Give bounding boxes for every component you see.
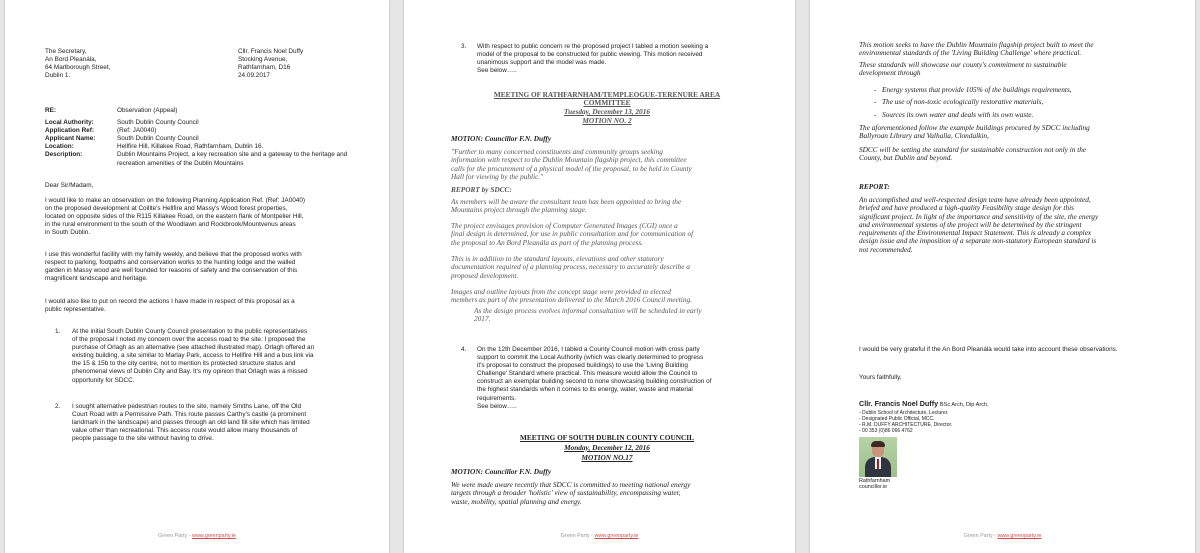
re-row [45, 127, 355, 135]
text-line: value other than recreational. This access route would allow many thousands of [72, 427, 298, 435]
text-line: I use this wonderful facility with my family weekly, and believe that the proposed works with [45, 251, 302, 258]
text-line: documentation required of a planning process, necessary to accurately describe a [451, 262, 690, 272]
report-1-paragraph-1 [451, 198, 681, 215]
text-line: This is in addition to the standard layouts, elevations and other statutory [451, 254, 664, 263]
report-1-paragraph-5 [474, 307, 702, 324]
re-value: (Ref: JA0040) [117, 127, 157, 135]
text-line: construct an exemplar building second to none showcasing building construction of [477, 378, 712, 386]
footer-link[interactable]: www.greenparty.ie [191, 533, 236, 539]
text-line: located on opposite sides of the R115 Killakee Road, on the eastern flank of Montpelier Hill, [45, 213, 304, 221]
page-footer [5, 533, 389, 539]
text-line: on the proposed development at Coillte's Hellfire and Massy's Wood forest properties, [45, 205, 288, 213]
signatory-name: Cllr. Francis Noel Duffy [859, 399, 939, 408]
text-line: - 00 353 (0)86 066 4762 [859, 428, 913, 434]
text-line: members as part of the presentation delivered to the March 2016 Council meeting. [451, 295, 692, 305]
text-line: MEETING OF RATHFARNHAM/TEMPLEOGUE-TERENURE AREA [493, 90, 721, 99]
report-2-text [859, 196, 1098, 254]
meeting-2-motion-number: MOTION NO.17 [581, 453, 633, 462]
re-row [45, 143, 355, 151]
text-line: Ballyroan Library and Valhalla, Clondalkin, [859, 131, 989, 141]
re-table [45, 107, 355, 168]
motion-continued-paragraph-3 [859, 124, 1090, 141]
text-line: I would like to make an observation on the following Planning Application Ref. (Ref: JA0040) [45, 197, 306, 204]
report-1-paragraph-4 [451, 288, 692, 305]
re-value: Observation (Appeal) [117, 107, 178, 114]
text-line: We were made aware recently that SDCC is committed to meeting national energy [451, 480, 691, 489]
text-line: Rathfarnham [859, 478, 891, 484]
page-footer [810, 533, 1195, 539]
re-value: Dublin Mountains Project, a key recreation site and a gateway to the heritage and recreation amenities of the Dublin Mountains [117, 151, 348, 167]
signatory-qualifications: BSc Arch, Dip Arch. [939, 402, 989, 408]
text-line: model of the proposal to be constructed for public viewing. This motion received [477, 51, 703, 59]
motion-2-text [451, 481, 690, 506]
paragraph-1 [45, 197, 305, 237]
item-2-number: 2. [55, 403, 61, 410]
list-item: - Sources its own water and deals with its own waste. [868, 111, 1072, 119]
text-line: and environmental systems of the project will be determined by the stringent [859, 219, 1082, 229]
item-4-number: 4. [461, 346, 467, 353]
text-line: purchase of Orlagh as an alternative (see attached illustrated map). Orlagh offered an [72, 344, 315, 352]
motion-1-text [451, 148, 692, 181]
re-row [45, 107, 355, 119]
text-line: magnificent landscape and heritage. [45, 275, 148, 283]
text-line: significant project. In light of the importance and sensitivity of the site, the energy [859, 211, 1099, 221]
item-1-text [72, 328, 314, 385]
standards-list [868, 86, 1072, 123]
text-line: design issue and the imposition of a separate non-statutory European standard is [859, 236, 1097, 246]
item-3-text [477, 43, 708, 75]
meeting-1-title [444, 91, 770, 108]
paragraph-3 [45, 298, 295, 314]
text-line: support to commit the Local Authority (which was clearly determined to progress [477, 354, 704, 362]
text-line: Dublin 1. [45, 72, 71, 80]
text-line: not recommended. [859, 244, 913, 254]
text-line: environmental standards of the 'Living Building Challenge' where practical. [859, 48, 1082, 58]
meeting-2-date: Monday, December 12, 2016 [564, 443, 650, 452]
text-line: existing building, a site similar to Marlay Park, access to Hellfire Hill and a bus link via [72, 352, 314, 360]
report-1-heading: REPORT by SDCC: [451, 185, 512, 194]
text-line: With respect to public concern re the proposed project I tabled a motion seeking a [477, 43, 709, 50]
text-line: - Designated Public Official, MCC. [859, 416, 935, 422]
text-line: County, but Dublin and beyond. [859, 153, 953, 163]
report-1-paragraph-2 [451, 222, 693, 247]
motion-continued-paragraph-1 [859, 41, 1094, 58]
text-line: As the design process evolves informal consultation will be scheduled in early [474, 306, 702, 315]
text-line: Mountains project through the planning stage. [451, 205, 587, 215]
text-line: of the proposal I noted my concern over the access road to the site. I proposed the [72, 336, 306, 344]
sign-off: Yours faithfully, [859, 374, 902, 381]
re-label: RE: [45, 107, 57, 114]
text-line: Stocking Avenue, [238, 56, 288, 64]
letter-page-1 [5, 0, 389, 553]
salutation: Dear Sir/Madam, [45, 182, 94, 189]
text-line: I sought alternative pedestrian routes to the site, namely Smiths Lane, off the Old [72, 403, 302, 410]
sender-address [45, 48, 110, 80]
letter-page-3 [810, 0, 1195, 553]
motion-continued-paragraph-4 [859, 146, 1086, 163]
item-2-text [72, 403, 310, 443]
text-line: final design is determined, for use in public consultation and for communication of [451, 229, 694, 239]
text-line: respect to parking, footpaths and conservation works to the hunting lodge and the walled [45, 259, 296, 267]
text-line: See below….. [477, 67, 517, 75]
text-line: - Dublin School of Architecture, Lecturer. [859, 410, 949, 416]
footer-link[interactable]: www.greenparty.ie [997, 533, 1042, 539]
text-line: requirements. [477, 394, 517, 402]
re-label: Local Authority: [45, 119, 94, 127]
motion-continued-paragraph-2 [859, 61, 1067, 78]
text-line: landmark in the landscape) and passes through an old land fill site which has limited [72, 419, 310, 427]
text-line: proposed development. [451, 270, 519, 280]
text-line: in the rural environment to the south of the Woodlawn and Rockbrook/Mountvenus areas [45, 221, 296, 229]
photo-caption [859, 478, 890, 490]
signatory-details [859, 410, 952, 434]
footer-label: Green Party - [158, 533, 191, 539]
re-row [45, 151, 355, 167]
item-3-number: 3. [461, 43, 467, 50]
re-value: Hellfire Hill, Killakee Road, Rathfarnham, Dublin 16. [117, 143, 264, 151]
motion-2-heading: MOTION: Councillor F.N. Duffy [451, 467, 552, 476]
text-line: the proposal to An Bord Pleanála as part of the planning process. [451, 237, 644, 247]
text-line: The project envisages provision of Computer Generated Images (CGI) once a [451, 221, 678, 230]
text-line: opportunity for SDCC. [72, 376, 135, 384]
text-line: "Further to many concerned constituents and community groups seeking [451, 147, 663, 156]
re-row [45, 135, 355, 143]
text-line: briefed and have produced a high-quality Feasibility stage design for this [859, 203, 1074, 213]
text-line: Cllr. Francis Noel Duffy [238, 48, 304, 55]
text-line: Images and outline layouts from the concept stage were provided to elected [451, 287, 671, 296]
text-line: calls for the procurement of a physical model of the proposal, to be held in County [451, 163, 692, 173]
text-line: An accomplished and well-respected design team have already been appointed, [859, 195, 1091, 204]
text-line: The aforementioned follow the example buildings procured by SDCC including [859, 123, 1090, 132]
text-line: it's proposal to construct the proposed buildings) to use the 'Living Building [477, 362, 688, 370]
letter-page-2 [404, 0, 795, 553]
report-2-heading: REPORT: [859, 182, 890, 191]
councillor-photo [859, 437, 897, 477]
recipient-address [238, 48, 303, 80]
text-line: waste, mobility, spatial planning and energy. [451, 496, 582, 506]
text-line: targets through a broader 'holistic' view of sustainability, encompassing water, [451, 488, 681, 498]
page-footer [404, 533, 795, 539]
text-line: These standards will showcase our county's commitment to sustainable [859, 60, 1067, 69]
re-label: Applicant Name: [45, 135, 96, 143]
text-line: development through [859, 68, 921, 78]
text-line: phenomenal views of Dublin City and Bay. It's my opinion that Orlagh was a missed [72, 368, 308, 376]
text-line: The Secretary, [45, 48, 87, 55]
footer-link[interactable]: www.greenparty.ie [594, 533, 639, 539]
re-label: Location: [45, 143, 74, 151]
text-line: Challenge' Standard where practical. This measure would allow the Council to [477, 370, 698, 378]
text-line: Rathfarnham, D16 [238, 64, 291, 72]
list-item: - Energy systems that provide 105% of the buildings requirements, [868, 86, 1072, 94]
signature-block [859, 400, 989, 409]
meeting-1-motion-number: MOTION NO. 2 [582, 116, 632, 125]
text-line: SDCC will be setting the standard for sustainable construction not only in the [859, 145, 1087, 154]
text-line: 24.09.2017 [238, 72, 270, 80]
text-line: An Bord Pleanála, [45, 56, 97, 64]
footer-label: Green Party - [560, 533, 593, 539]
closing-sentence: I would be very grateful if the An Bord Pleanála would take into account these observations. [859, 346, 1118, 353]
re-value: South Dublin County Council [117, 135, 199, 143]
item-1-number: 1. [55, 328, 61, 335]
text-line: requirements of the Environmental Impact Statement. This is already a complex [859, 228, 1092, 238]
text-line: This motion seeks to have the Dublin Mountain flagship project built to meet the [859, 40, 1094, 49]
text-line: garden in Massy wood are well founded for reasons of safety and the conservation of this [45, 267, 298, 275]
text-line: 2017. [474, 314, 491, 324]
meeting-1-date: Tuesday, December 13, 2016 [564, 107, 650, 116]
text-line: On the 12th December 2016, I tabled a County Council motion with cross party [477, 346, 700, 353]
text-line: Court Road with a Permissive Path. This route passes Carthy's castle (a prominent [72, 411, 307, 419]
re-label: Application Ref: [45, 127, 94, 135]
re-label: Description: [45, 151, 83, 159]
text-line: the 15 & 15b to the city centre, not to mention its protected structure status and [72, 360, 296, 368]
item-4-text [477, 346, 711, 411]
text-line: people passage to the site without having to drive. [72, 435, 214, 443]
text-line: As members will be aware the consultant team has been appointed to bring the [451, 197, 682, 206]
motion-1-heading: MOTION: Councillor F.N. Duffy [451, 134, 552, 143]
text-line: councillor.ie [859, 484, 888, 491]
text-line: At the initial South Dublin County Council presentation to the public representatives [72, 328, 308, 335]
meeting-2-title: MEETING OF SOUTH DUBLIN COUNTY COUNCIL [520, 433, 694, 442]
text-line: in South Dublin. [45, 229, 91, 237]
text-line: 64 Marlborough Street, [45, 64, 111, 72]
text-line: Hall for viewing by the public." [451, 171, 544, 181]
text-line: public representative. [45, 306, 106, 314]
text-line: - R.M. DUFFY ARCHITECTURE, Director. [859, 422, 953, 428]
re-row [45, 119, 355, 127]
text-line: the highest standards when it comes to its energy, water, waste and material [477, 386, 693, 394]
re-value: South Dublin County Council [117, 119, 199, 127]
text-line: unanimous support and the model was made. [477, 59, 607, 67]
text-line: COMMITTEE [583, 98, 631, 108]
text-line: I would also like to put on record the actions I have made in respect of this proposal as a [45, 298, 295, 305]
footer-label: Green Party - [963, 533, 996, 539]
paragraph-2 [45, 251, 302, 283]
text-line: information with respect to the Dublin Mountain flagship project, this committee [451, 155, 687, 165]
text-line: See below….. [477, 402, 517, 410]
list-item: - The use of non-toxic ecologically restorative materials, [868, 98, 1072, 106]
report-1-paragraph-3 [451, 255, 690, 280]
